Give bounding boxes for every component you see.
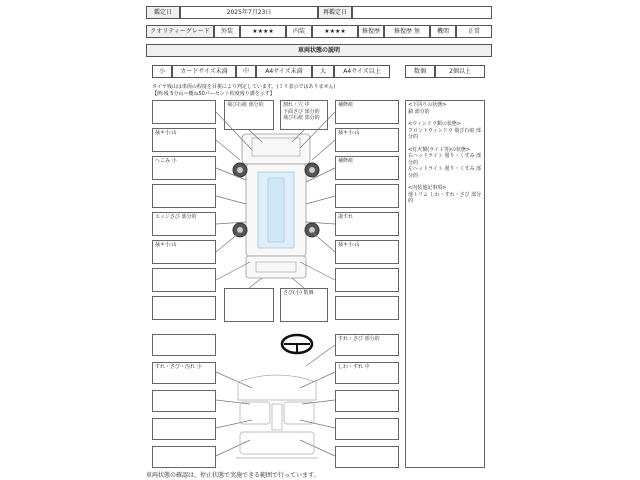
right-box-9: すれ・さび 部分的 [335, 334, 399, 356]
section-title: 車両状態の説明 [146, 44, 492, 57]
interior-front-seat-left [240, 402, 270, 424]
leader-9 [312, 140, 335, 160]
legend-medium-desc: A4サイズ未満 [256, 65, 312, 78]
engine-label: 機関 [430, 25, 456, 38]
center-box-bottom-right: さび(小) 数個 [280, 288, 328, 322]
side-note-line-4: <ウィンドウ類の状態> [408, 121, 462, 127]
interior-dashboard [238, 375, 316, 400]
assess-date-value: 2025年7月23日 [180, 6, 318, 19]
leader-5 [216, 222, 246, 224]
footer-note: 車両状態の確認は、停止状態で実施できる範囲で行っています。 [146, 472, 320, 479]
side-note-line-2: 錆 部分的 [408, 108, 430, 115]
interior-front-seat-right [284, 402, 314, 424]
right-box-2: 掻キ小:山 [335, 128, 399, 152]
right-box-10: しわ・すれ 中 [335, 362, 399, 384]
legend-medium: 中 [236, 65, 256, 78]
side-note-line-12: 他トリム しわ・すれ・さび 部分的 [408, 191, 482, 204]
repair-history-label: 修復歴 [358, 25, 384, 38]
side-note-line-8: 右ヘッドライト 曇り・くすみ 部分的 [408, 153, 482, 166]
leader-12 [306, 222, 335, 224]
leader-3 [216, 168, 246, 180]
right-box-1: 補修痕 [335, 100, 399, 124]
side-note-line-1: <下回りの状態> [408, 102, 447, 108]
interior-stars: ★★★★ [312, 25, 358, 38]
right-box-6: 掻キ小:山 [335, 240, 399, 264]
leader-17 [249, 278, 262, 288]
left-box-2: 掻キ小:山 [152, 128, 216, 152]
steering-wheel-icon [280, 332, 314, 356]
tire-note-line-1: タイヤ残山は車両の程度を目視により判定しています。(ミリ表示ではありません) [152, 84, 336, 90]
interior-rear-seat [240, 432, 314, 454]
exterior-label: 外装 [214, 25, 240, 38]
engine-value: 正常 [456, 25, 492, 38]
legend-small-desc: カードサイズ未満 [172, 65, 236, 78]
leader-7 [216, 262, 250, 280]
assess-date-label: 鑑定日 [146, 6, 180, 19]
center-box-top-right-line-1: 割れ・穴 中 [283, 102, 310, 108]
legend-large-desc: A4サイズ以上 [334, 65, 390, 78]
leader-6 [216, 232, 240, 252]
center-box-top-left: 飛び石痕 部分的 [224, 100, 274, 130]
leader-4 [216, 196, 246, 204]
side-note-line-9: 左ヘッドライト 曇り・くすみ 部分的 [408, 166, 482, 179]
legend-large: 大 [312, 65, 334, 78]
side-note-line-7: <灯火類(ライト等)の状態> [408, 146, 471, 153]
reassess-date-label: 再鑑定日 [318, 6, 352, 19]
repair-history-value: 修復歴 無 [384, 25, 430, 38]
leader-15 [249, 130, 262, 142]
leader-11 [306, 196, 335, 204]
leader-13 [312, 232, 335, 252]
interior-console [272, 404, 282, 430]
leader-8 [300, 112, 335, 148]
left-box-3: へこみ 小 [152, 156, 216, 180]
left-box-5: エッジさび 部分的 [152, 212, 216, 236]
tire-note-line-2: 【例:残 5分山＝概ね50パーセント程度残り溝を示す】 [152, 90, 275, 97]
leader-14 [300, 262, 335, 280]
exterior-stars: ★★★★ [240, 25, 286, 38]
center-box-top-right-line-3: 飛び石痕 部分的 [283, 115, 320, 121]
leader-2 [216, 140, 240, 160]
legend-count-desc: 2個以上 [435, 65, 485, 78]
car-interior-diagram [232, 370, 322, 470]
leader-18 [292, 278, 304, 288]
left-box-6: 掻キ小:山 [152, 240, 216, 264]
right-box-5: 凄すれ [335, 212, 399, 236]
leader-16 [292, 130, 304, 142]
interior-label: 内装 [286, 25, 312, 38]
side-note-line-11: <内装他記事項> [408, 185, 447, 191]
legend-small: 小 [152, 65, 172, 78]
side-note-line-5: フロントウィンドウ 飛び石痕 部分的 [408, 127, 481, 140]
right-box-3: 補修痕 [335, 156, 399, 180]
quality-grade-label: クオリティーグレード [146, 25, 214, 38]
leader-10 [306, 168, 335, 182]
center-box-top-right-line-2: 下面さび 部分的 [283, 108, 320, 115]
left-box-10: すれ・さび・汚れ 小 [152, 362, 216, 384]
legend-count-label: 数個 [405, 65, 435, 78]
